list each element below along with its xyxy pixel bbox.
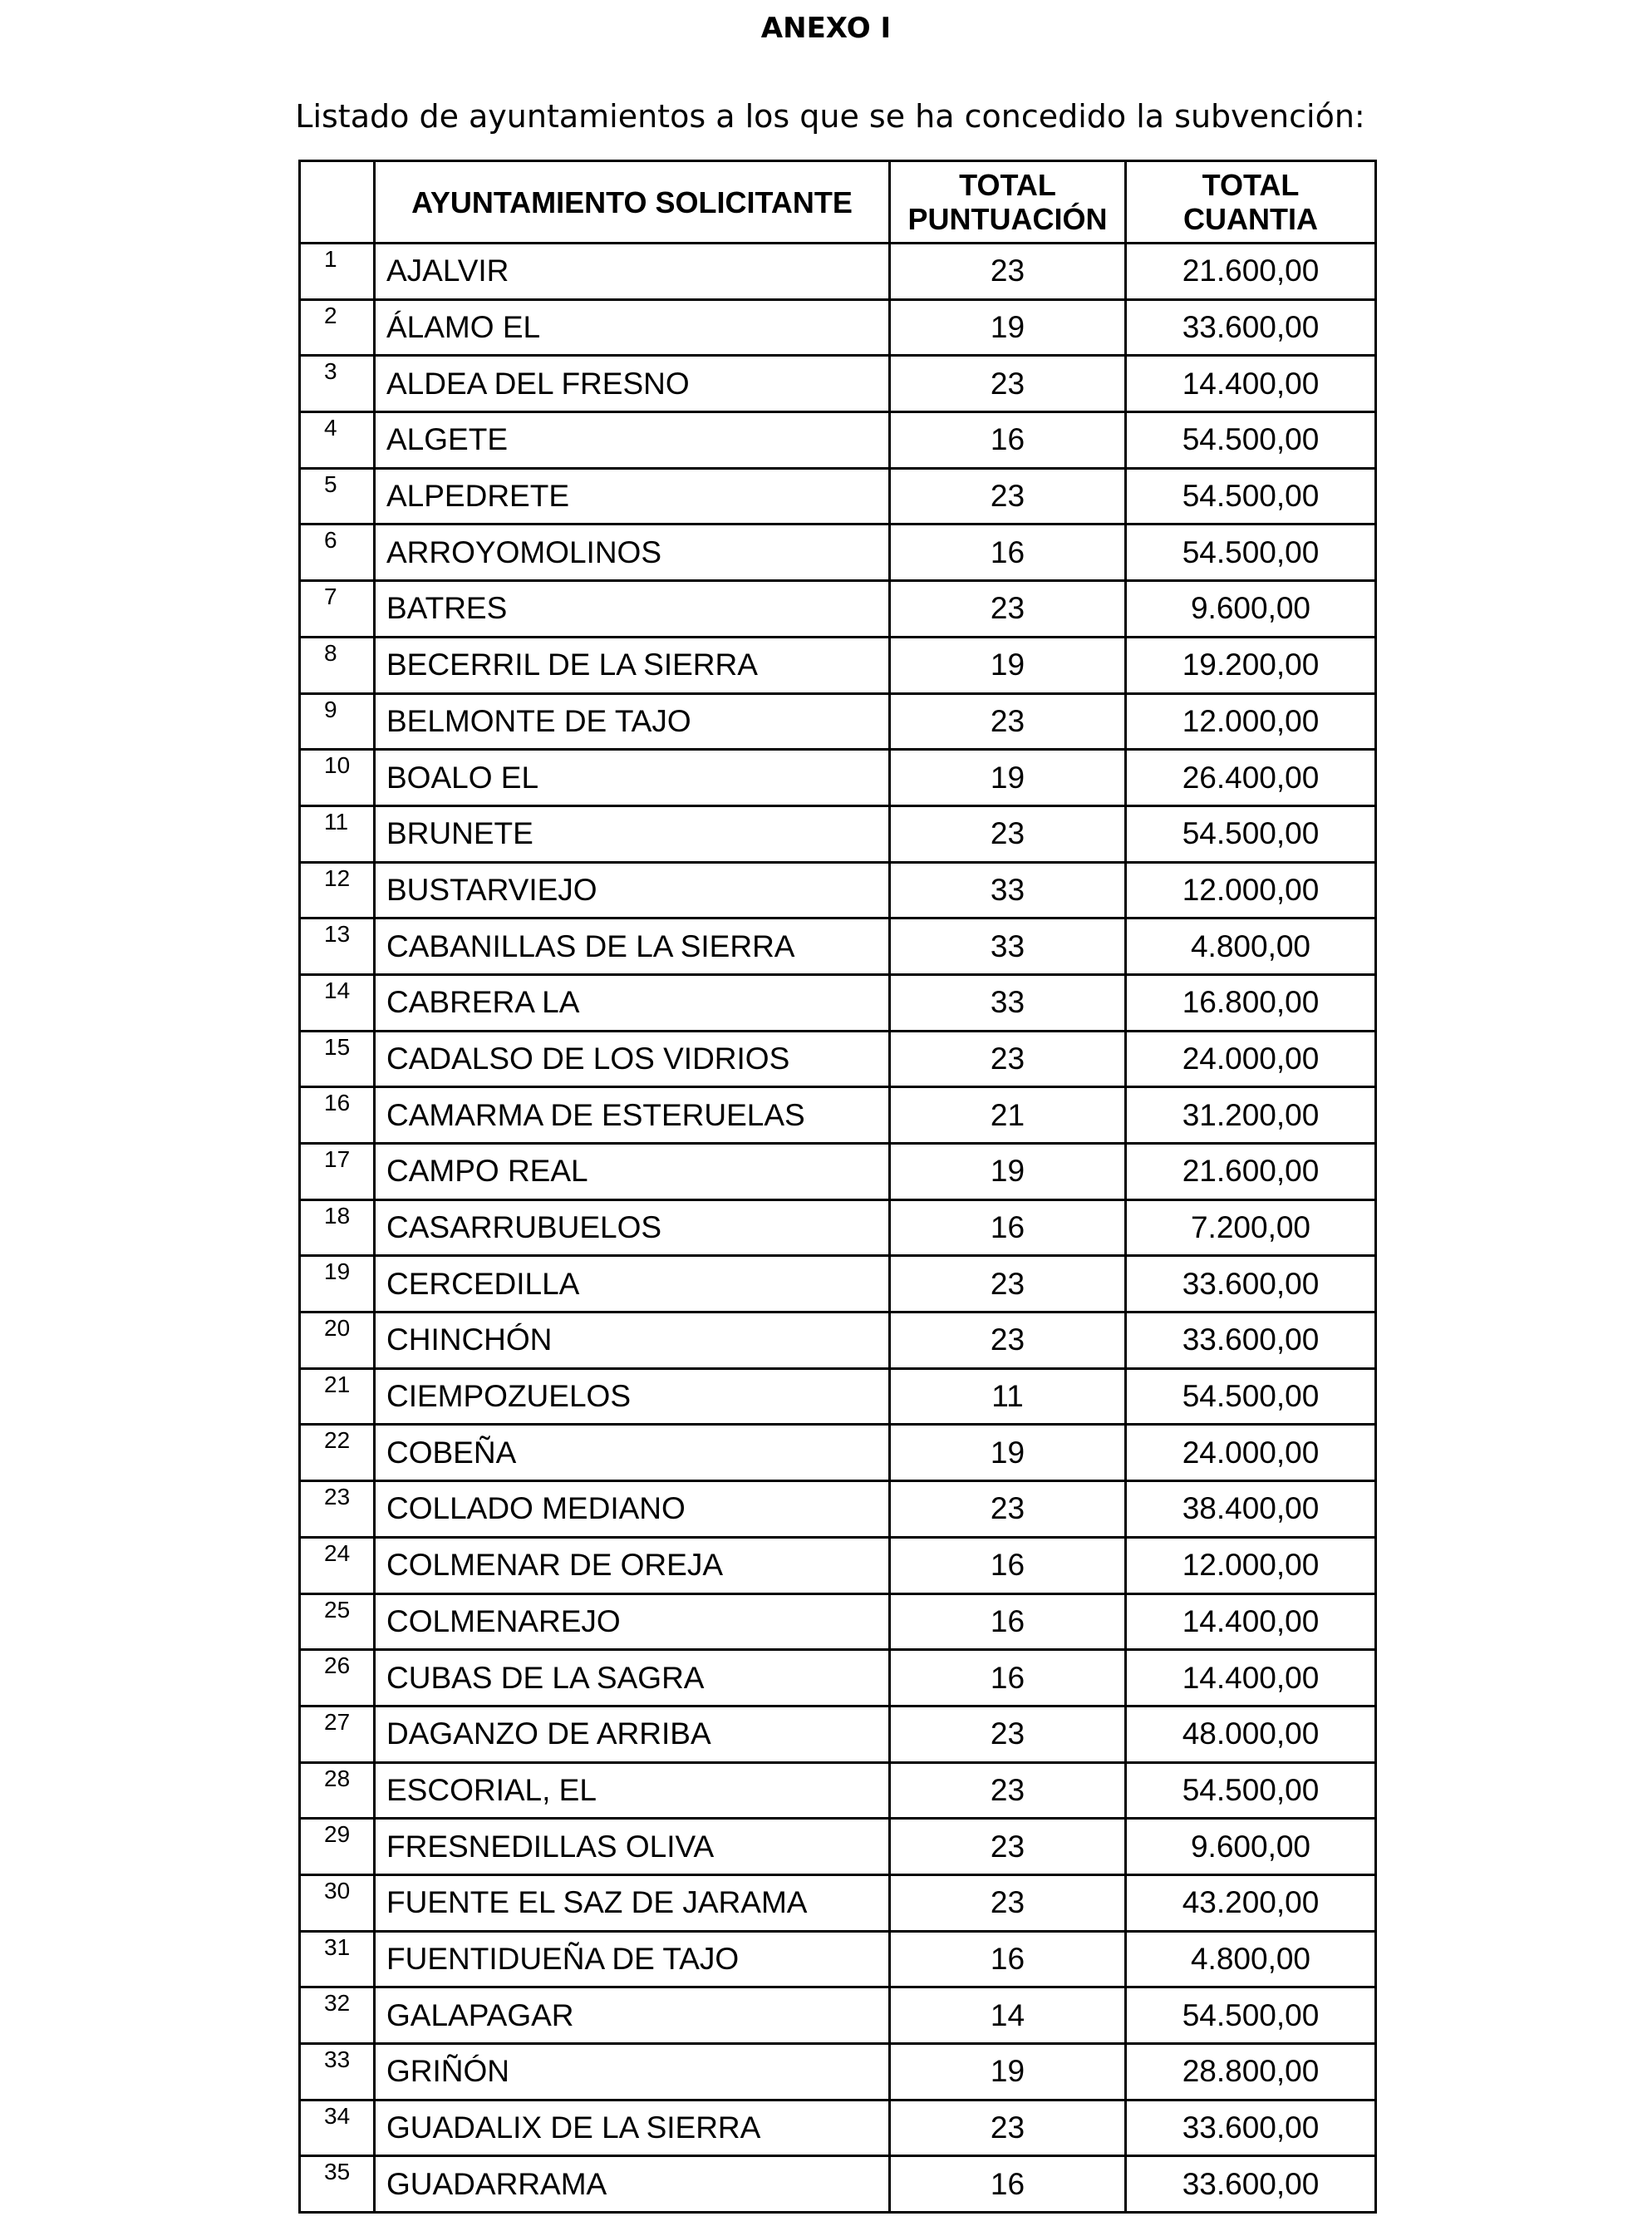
- table-row: [300, 1481, 1376, 1538]
- total-amount: 19.200,00: [1126, 637, 1376, 693]
- total-score: 19: [890, 637, 1126, 693]
- table-row: [300, 1031, 1376, 1087]
- total-score: 16: [890, 412, 1126, 469]
- page-title: ANEXO I: [760, 12, 892, 45]
- row-number: 8: [300, 637, 375, 693]
- total-amount: 16.800,00: [1126, 974, 1376, 1031]
- total-amount: 4.800,00: [1126, 919, 1376, 975]
- header-municipality: AYUNTAMIENTO SOLICITANTE: [375, 161, 890, 244]
- total-amount: 33.600,00: [1126, 2100, 1376, 2156]
- row-number: 27: [300, 1706, 375, 1762]
- total-score: 16: [890, 1199, 1126, 1256]
- row-number: 5: [300, 468, 375, 525]
- municipality-name: DAGANZO DE ARRIBA: [375, 1706, 890, 1762]
- total-score: 33: [890, 919, 1126, 975]
- table-row: [300, 244, 1376, 300]
- row-number: 35: [300, 2156, 375, 2213]
- table-row: [300, 1199, 1376, 1256]
- municipality-name: BECERRIL DE LA SIERRA: [375, 637, 890, 693]
- municipality-name: FUENTE EL SAZ DE JARAMA: [375, 1874, 890, 1931]
- municipality-name: AJALVIR: [375, 244, 890, 300]
- table-row: [300, 750, 1376, 806]
- table-row: [300, 412, 1376, 469]
- row-number: 13: [300, 919, 375, 975]
- row-number: 3: [300, 356, 375, 412]
- total-amount: 54.500,00: [1126, 468, 1376, 525]
- table-row: [300, 525, 1376, 581]
- row-number: 19: [300, 1256, 375, 1312]
- table-row: [300, 1762, 1376, 1819]
- total-score: 11: [890, 1368, 1126, 1425]
- municipality-name: CASARRUBUELOS: [375, 1199, 890, 1256]
- page-subtitle: Listado de ayuntamientos a los que se ha concedido la subvención:: [295, 98, 1365, 135]
- total-score: 23: [890, 1762, 1126, 1819]
- total-score: 19: [890, 750, 1126, 806]
- municipality-name: BELMONTE DE TAJO: [375, 693, 890, 750]
- total-amount: 12.000,00: [1126, 862, 1376, 919]
- row-number: 24: [300, 1537, 375, 1593]
- municipality-name: BUSTARVIEJO: [375, 862, 890, 919]
- table-row: [300, 468, 1376, 525]
- total-score: 23: [890, 1481, 1126, 1538]
- row-number: 2: [300, 299, 375, 356]
- total-amount: 33.600,00: [1126, 1312, 1376, 1369]
- table-row: [300, 919, 1376, 975]
- total-score: 19: [890, 1425, 1126, 1481]
- municipality-name: ALGETE: [375, 412, 890, 469]
- row-number: 34: [300, 2100, 375, 2156]
- total-amount: 54.500,00: [1126, 1762, 1376, 1819]
- municipality-name: COLMENAR DE OREJA: [375, 1537, 890, 1593]
- total-amount: 21.600,00: [1126, 244, 1376, 300]
- row-number: 1: [300, 244, 375, 300]
- row-number: 29: [300, 1819, 375, 1875]
- municipality-name: ESCORIAL, EL: [375, 1762, 890, 1819]
- row-number: 30: [300, 1874, 375, 1931]
- table-row: [300, 1256, 1376, 1312]
- municipality-name: CADALSO DE LOS VIDRIOS: [375, 1031, 890, 1087]
- total-score: 23: [890, 693, 1126, 750]
- municipality-name: FRESNEDILLAS OLIVA: [375, 1819, 890, 1875]
- municipality-name: CUBAS DE LA SAGRA: [375, 1650, 890, 1706]
- total-score: 23: [890, 1031, 1126, 1087]
- total-score: 23: [890, 1819, 1126, 1875]
- municipality-name: CAMARMA DE ESTERUELAS: [375, 1087, 890, 1144]
- total-amount: 48.000,00: [1126, 1706, 1376, 1762]
- total-amount: 31.200,00: [1126, 1087, 1376, 1144]
- table-row: [300, 974, 1376, 1031]
- total-score: 23: [890, 581, 1126, 638]
- municipality-name: CIEMPOZUELOS: [375, 1368, 890, 1425]
- total-amount: 24.000,00: [1126, 1425, 1376, 1481]
- table-row: [300, 805, 1376, 862]
- table-header: [300, 161, 1376, 244]
- total-amount: 54.500,00: [1126, 525, 1376, 581]
- table-row: [300, 1312, 1376, 1369]
- total-score: 16: [890, 1593, 1126, 1650]
- table-row: [300, 1537, 1376, 1593]
- total-amount: 21.600,00: [1126, 1144, 1376, 1200]
- municipalities-table: [298, 160, 1377, 2214]
- total-amount: 14.400,00: [1126, 1593, 1376, 1650]
- total-score: 16: [890, 1650, 1126, 1706]
- table-row: [300, 693, 1376, 750]
- total-amount: 26.400,00: [1126, 750, 1376, 806]
- total-score: 23: [890, 244, 1126, 300]
- table-row: [300, 1425, 1376, 1481]
- table-row: [300, 637, 1376, 693]
- municipality-name: ÁLAMO EL: [375, 299, 890, 356]
- row-number: 17: [300, 1144, 375, 1200]
- total-score: 23: [890, 2100, 1126, 2156]
- municipality-name: GRIÑÓN: [375, 2044, 890, 2100]
- municipality-name: ALPEDRETE: [375, 468, 890, 525]
- total-score: 23: [890, 1706, 1126, 1762]
- total-amount: 14.400,00: [1126, 1650, 1376, 1706]
- header-total-amount-line1: TOTAL: [1202, 168, 1300, 202]
- row-number: 22: [300, 1425, 375, 1481]
- row-number: 14: [300, 974, 375, 1031]
- row-number: 25: [300, 1593, 375, 1650]
- row-number: 20: [300, 1312, 375, 1369]
- row-number: 21: [300, 1368, 375, 1425]
- row-number: 10: [300, 750, 375, 806]
- table-row: [300, 1368, 1376, 1425]
- header-total-amount: [1126, 161, 1376, 244]
- total-amount: 12.000,00: [1126, 1537, 1376, 1593]
- table-row: [300, 1706, 1376, 1762]
- municipality-name: BATRES: [375, 581, 890, 638]
- row-number: 11: [300, 805, 375, 862]
- table-row: [300, 1987, 1376, 2044]
- municipality-name: GUADALIX DE LA SIERRA: [375, 2100, 890, 2156]
- total-amount: 24.000,00: [1126, 1031, 1376, 1087]
- total-amount: 4.800,00: [1126, 1931, 1376, 1987]
- table-row: [300, 581, 1376, 638]
- total-amount: 54.500,00: [1126, 1987, 1376, 2044]
- total-amount: 54.500,00: [1126, 805, 1376, 862]
- row-number: 26: [300, 1650, 375, 1706]
- total-amount: 28.800,00: [1126, 2044, 1376, 2100]
- municipality-name: ARROYOMOLINOS: [375, 525, 890, 581]
- table-row: [300, 299, 1376, 356]
- municipality-name: CAMPO REAL: [375, 1144, 890, 1200]
- total-score: 19: [890, 299, 1126, 356]
- total-amount: 38.400,00: [1126, 1481, 1376, 1538]
- header-total-amount-line2: CUANTIA: [1183, 202, 1318, 236]
- row-number: 6: [300, 525, 375, 581]
- total-score: 16: [890, 2156, 1126, 2213]
- municipality-name: COLLADO MEDIANO: [375, 1481, 890, 1538]
- header-total-score: [890, 161, 1126, 244]
- municipality-name: BRUNETE: [375, 805, 890, 862]
- row-number: 18: [300, 1199, 375, 1256]
- header-number: [300, 161, 375, 244]
- table-row: [300, 1819, 1376, 1875]
- total-score: 19: [890, 2044, 1126, 2100]
- total-amount: 9.600,00: [1126, 1819, 1376, 1875]
- total-score: 33: [890, 862, 1126, 919]
- header-row: [300, 161, 1376, 244]
- table-row: [300, 1931, 1376, 1987]
- table-row: [300, 1650, 1376, 1706]
- municipality-name: COBEÑA: [375, 1425, 890, 1481]
- total-amount: 54.500,00: [1126, 1368, 1376, 1425]
- total-score: 23: [890, 805, 1126, 862]
- municipality-name: BOALO EL: [375, 750, 890, 806]
- total-score: 16: [890, 525, 1126, 581]
- table-row: [300, 2044, 1376, 2100]
- total-amount: 14.400,00: [1126, 356, 1376, 412]
- row-number: 15: [300, 1031, 375, 1087]
- municipality-name: CABRERA LA: [375, 974, 890, 1031]
- municipality-name: FUENTIDUEÑA DE TAJO: [375, 1931, 890, 1987]
- municipality-name: CABANILLAS DE LA SIERRA: [375, 919, 890, 975]
- row-number: 28: [300, 1762, 375, 1819]
- total-score: 14: [890, 1987, 1126, 2044]
- table-row: [300, 862, 1376, 919]
- total-score: 23: [890, 356, 1126, 412]
- total-amount: 33.600,00: [1126, 299, 1376, 356]
- municipality-name: GUADARRAMA: [375, 2156, 890, 2213]
- municipality-name: ALDEA DEL FRESNO: [375, 356, 890, 412]
- row-number: 16: [300, 1087, 375, 1144]
- table-row: [300, 2100, 1376, 2156]
- total-score: 23: [890, 1256, 1126, 1312]
- municipality-name: COLMENAREJO: [375, 1593, 890, 1650]
- total-amount: 12.000,00: [1126, 693, 1376, 750]
- total-score: 16: [890, 1537, 1126, 1593]
- row-number: 7: [300, 581, 375, 638]
- row-number: 12: [300, 862, 375, 919]
- municipality-name: CERCEDILLA: [375, 1256, 890, 1312]
- row-number: 33: [300, 2044, 375, 2100]
- table-row: [300, 2156, 1376, 2213]
- total-score: 33: [890, 974, 1126, 1031]
- total-amount: 9.600,00: [1126, 581, 1376, 638]
- header-total-score-line2: PUNTUACIÓN: [907, 202, 1108, 236]
- table-row: [300, 356, 1376, 412]
- row-number: 9: [300, 693, 375, 750]
- row-number: 23: [300, 1481, 375, 1538]
- municipality-name: GALAPAGAR: [375, 1987, 890, 2044]
- table-row: [300, 1593, 1376, 1650]
- total-score: 23: [890, 1874, 1126, 1931]
- total-amount: 54.500,00: [1126, 412, 1376, 469]
- total-score: 21: [890, 1087, 1126, 1144]
- header-total-score-line1: TOTAL: [959, 168, 1056, 202]
- total-score: 19: [890, 1144, 1126, 1200]
- row-number: 31: [300, 1931, 375, 1987]
- table-row: [300, 1087, 1376, 1144]
- table-body: [300, 244, 1376, 2213]
- total-amount: 33.600,00: [1126, 2156, 1376, 2213]
- row-number: 4: [300, 412, 375, 469]
- total-amount: 43.200,00: [1126, 1874, 1376, 1931]
- total-amount: 7.200,00: [1126, 1199, 1376, 1256]
- total-score: 23: [890, 468, 1126, 525]
- table-row: [300, 1144, 1376, 1200]
- table-row: [300, 1874, 1376, 1931]
- total-amount: 33.600,00: [1126, 1256, 1376, 1312]
- row-number: 32: [300, 1987, 375, 2044]
- total-score: 16: [890, 1931, 1126, 1987]
- total-score: 23: [890, 1312, 1126, 1369]
- municipality-name: CHINCHÓN: [375, 1312, 890, 1369]
